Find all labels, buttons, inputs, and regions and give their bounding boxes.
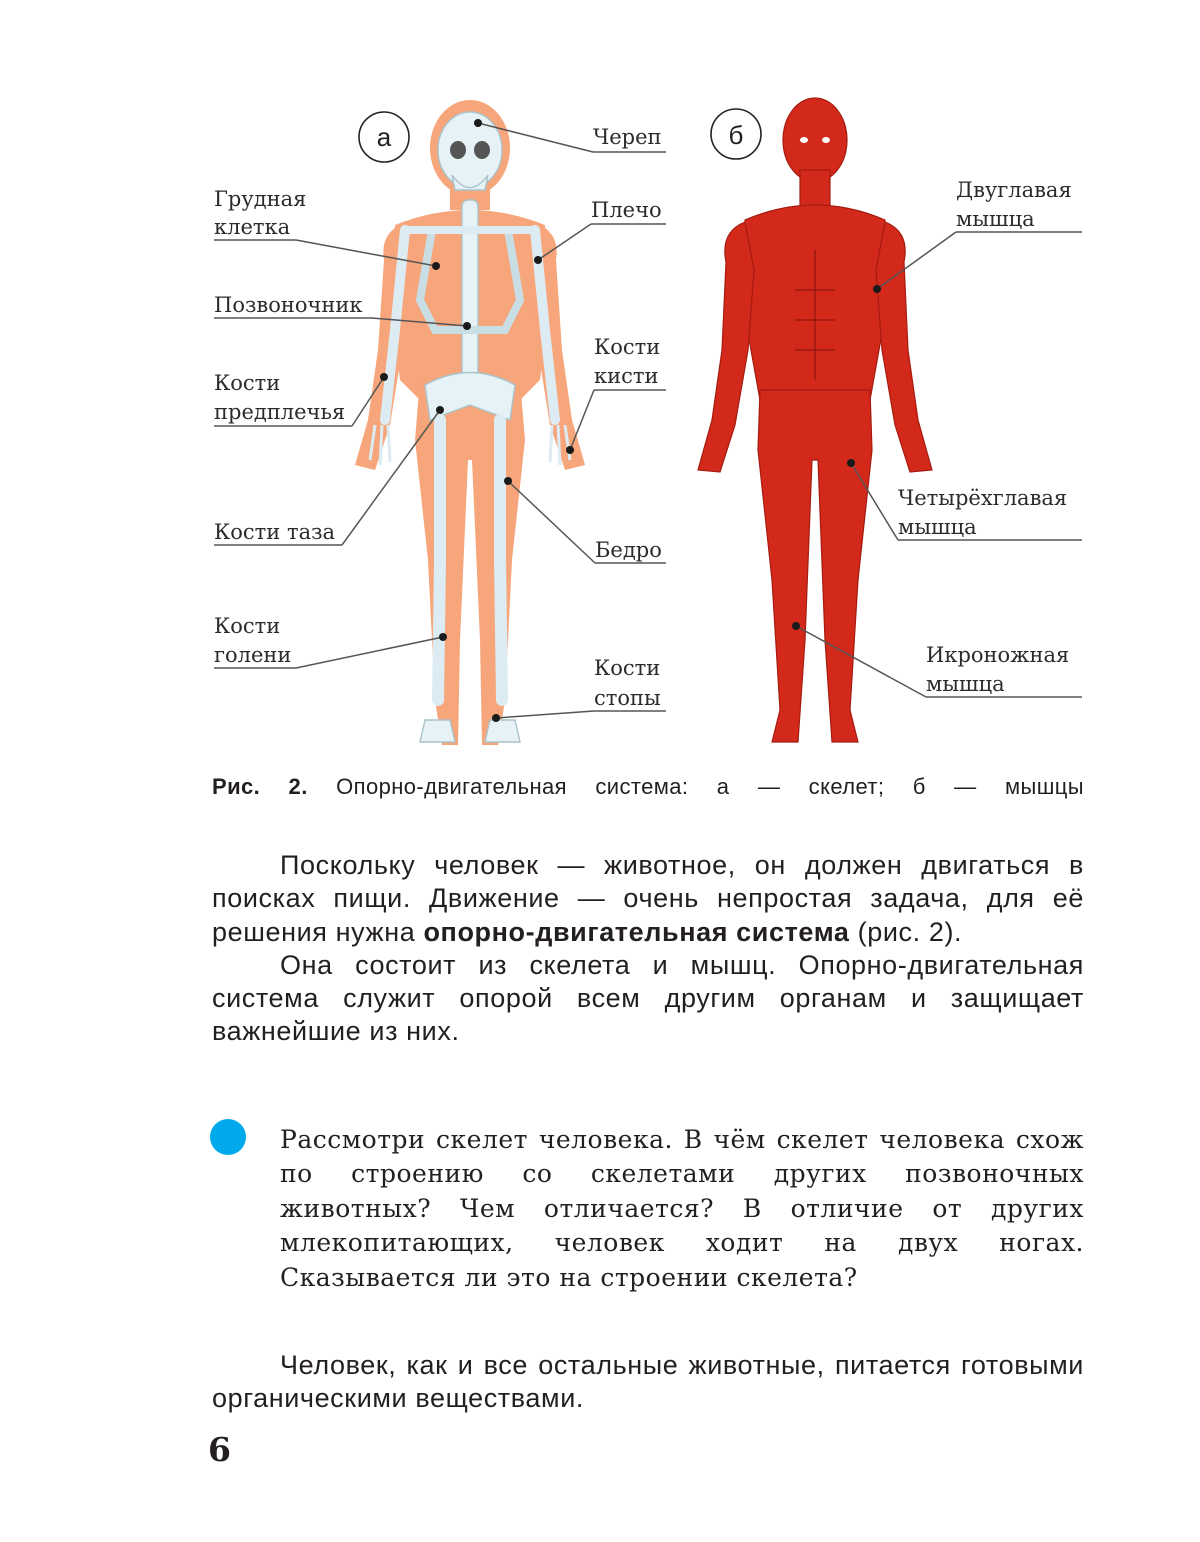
svg-text:клетка: клетка (214, 215, 291, 239)
svg-text:Череп: Череп (593, 125, 662, 149)
muscles-illustration (698, 98, 932, 742)
svg-text:мышца: мышца (956, 207, 1035, 231)
svg-text:Бедро: Бедро (595, 538, 662, 562)
p1-text-after: (рис. 2). (849, 916, 963, 947)
caption-prefix: Рис. 2. (212, 774, 308, 799)
paragraph-support-system (212, 849, 1084, 1049)
svg-text:а: а (376, 122, 392, 152)
svg-text:Кости: Кости (214, 371, 281, 395)
question-text: Рассмотри скелет человека. В чём скелет человека схож по строению со скелетами других позвоночных животных? Чем отличается? В отличие от других млекопитающих, человек ходит на двух ногах. Сказывается ли это на строении скелета? (280, 1125, 1084, 1292)
svg-text:Грудная: Грудная (214, 187, 307, 211)
term-bold: опорно-двигательная система (423, 916, 850, 947)
figure-caption (212, 772, 1084, 802)
svg-text:Двуглавая: Двуглавая (956, 178, 1072, 202)
svg-text:Икроножная: Икроножная (926, 643, 1070, 667)
svg-text:Кости: Кости (594, 335, 661, 359)
label-kosti-kisti (566, 335, 666, 454)
svg-text:Четырёхглавая: Четырёхглавая (898, 486, 1068, 510)
svg-text:Кости таза: Кости таза (214, 520, 336, 544)
question-marker-dot (210, 1119, 246, 1155)
panel-a-badge (359, 112, 409, 162)
panel-b-badge (711, 109, 761, 159)
label-kosti-taza (214, 406, 444, 545)
paragraph-1a (212, 849, 1084, 949)
svg-text:б: б (728, 120, 744, 150)
label-bedro (504, 477, 666, 563)
svg-text:мышца: мышца (926, 672, 1005, 696)
label-chetyrekhglavaya-myshtsa (847, 459, 1082, 540)
paragraph-1b: Она состоит из скелета и мышц. Опорно-двигательная система служит опорой всем другим органам и защищает важнейшие из них. (212, 949, 1084, 1047)
anatomy-figure (0, 0, 1200, 770)
svg-text:мышца: мышца (898, 515, 977, 539)
paragraph-2: Человек, как и все остальные животные, питается готовыми органическими веществами. (212, 1350, 1084, 1414)
svg-text:Плечо: Плечо (591, 198, 662, 222)
svg-text:предплечья: предплечья (214, 400, 346, 424)
label-kosti-stopy (492, 656, 666, 722)
svg-text:Кости: Кости (594, 656, 661, 680)
svg-text:кисти: кисти (594, 364, 659, 388)
label-kosti-predplechya (214, 371, 388, 426)
paragraph-nutrition (212, 1349, 1084, 1416)
svg-text:Кости: Кости (214, 614, 281, 638)
caption-text: Опорно-двигательная система: а — скелет; б — мышцы (336, 774, 1084, 799)
label-kosti-goleni (214, 614, 447, 668)
page-number: 6 (208, 1430, 231, 1469)
p1-text-before: Поскольку человек — животное, он должен двигаться в поисках пищи. Движение — очень непростая задача, для её решения нужна (212, 850, 1084, 947)
svg-text:голени: голени (214, 643, 292, 667)
svg-text:Позвоночник: Позвоночник (214, 293, 363, 317)
svg-text:стопы: стопы (594, 686, 661, 710)
